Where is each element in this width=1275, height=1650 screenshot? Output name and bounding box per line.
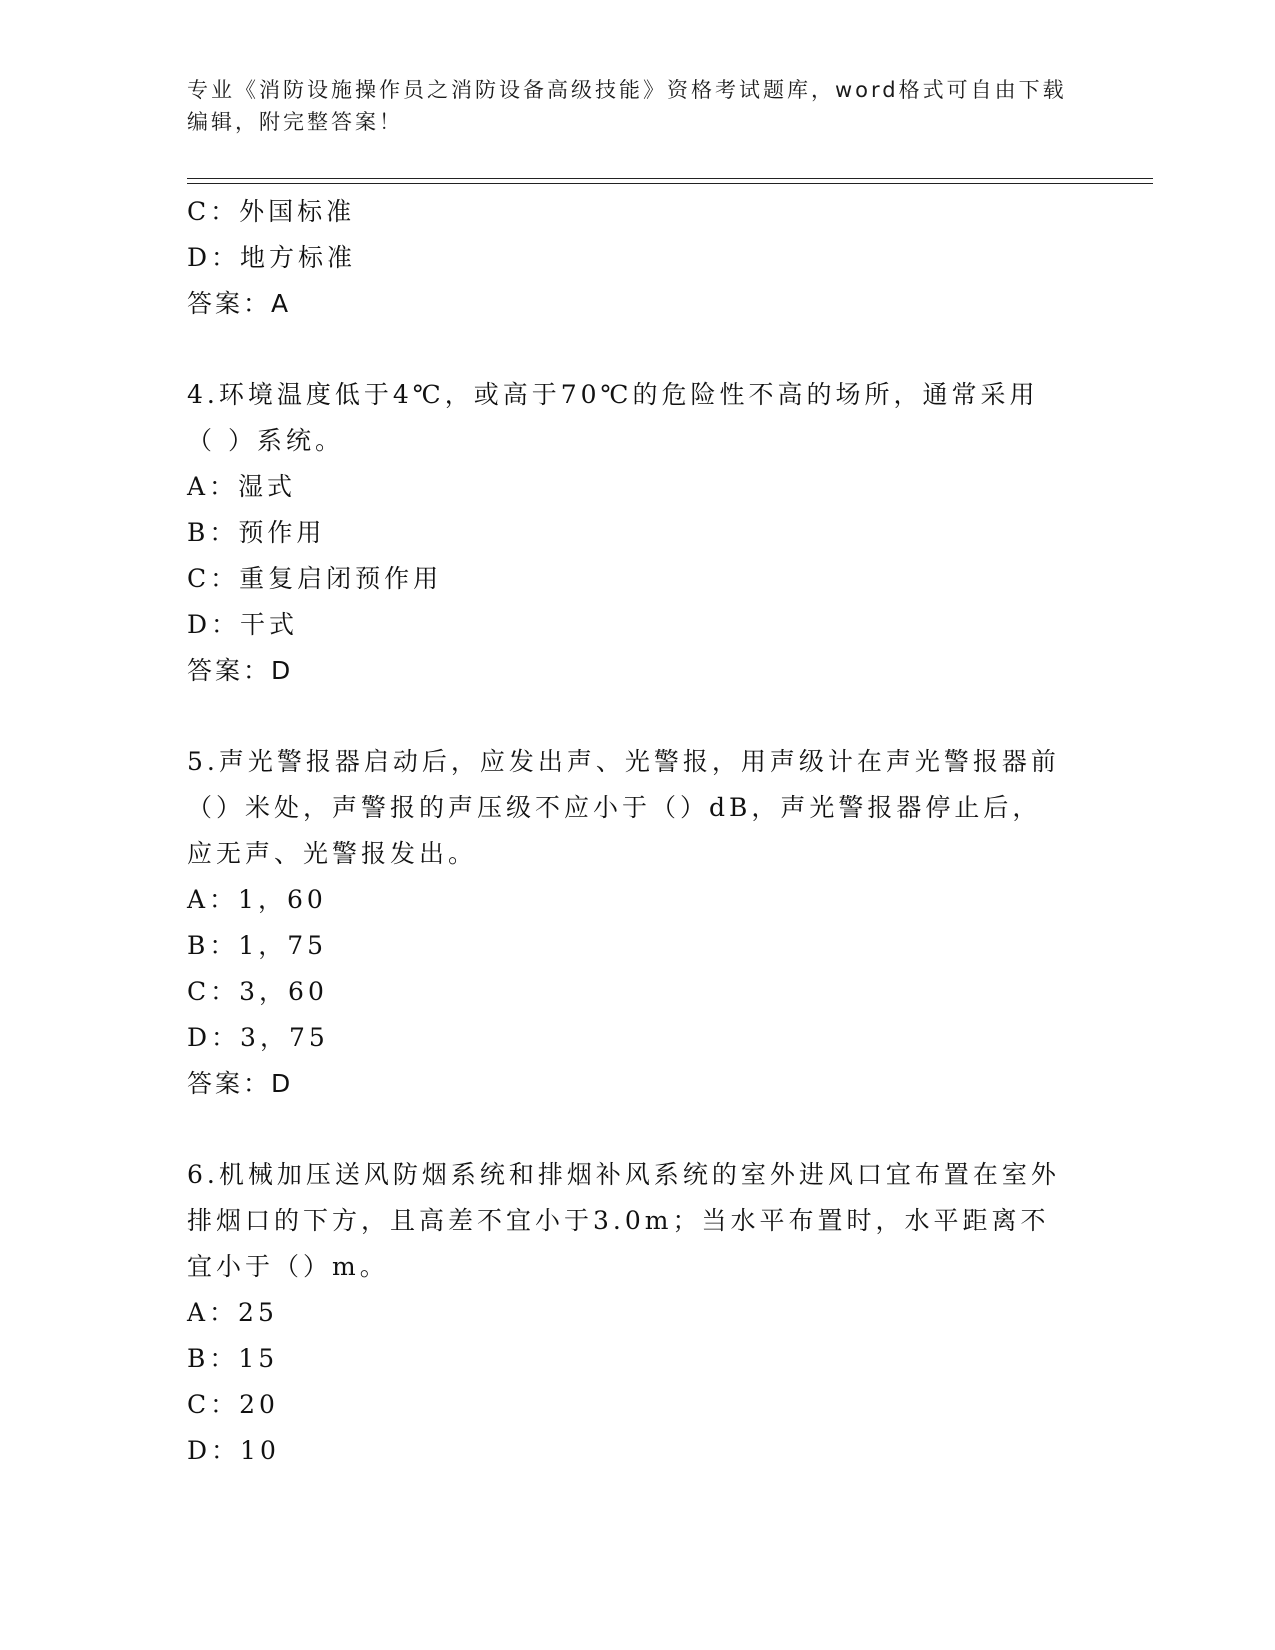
answer-line: 答案：A: [187, 289, 292, 318]
option-a: A：1，60: [187, 885, 327, 914]
question-block-prev: [187, 189, 1087, 327]
question-block-6: [187, 1152, 1087, 1474]
document-header: 专业《消防设施操作员之消防设备高级技能》资格考试题库，word格式可自由下载编辑，附完整答案！: [187, 78, 1067, 134]
option-b: B：15: [187, 1344, 279, 1373]
document-body: [187, 189, 1087, 1474]
option-d: D：干式: [187, 610, 299, 639]
option-b: B：预作用: [187, 518, 326, 547]
question-block-5: [187, 739, 1087, 1107]
question-text: 4.环境温度低于4℃，或高于70℃的危险性不高的场所，通常采用（ ）系统。: [187, 380, 1039, 455]
option-c: C：外国标准: [187, 197, 356, 226]
question-text: 5.声光警报器启动后，应发出声、光警报，用声级计在声光警报器前（）米处，声警报的声压级不应小于（）dB，声光警报器停止后，应无声、光警报发出。: [187, 747, 1060, 868]
option-a: A：25: [187, 1298, 278, 1327]
question-text: 6.机械加压送风防烟系统和排烟补风系统的室外进风口宜布置在室外排烟口的下方，且高差不宜小于3.0m；当水平布置时，水平距离不宜小于（）m。: [187, 1160, 1060, 1281]
answer-line: 答案：D: [187, 1069, 294, 1098]
option-d: D：地方标准: [187, 243, 357, 272]
option-a: A：湿式: [187, 472, 297, 501]
option-c: C：20: [187, 1390, 279, 1419]
option-c: C：重复启闭预作用: [187, 564, 443, 593]
option-c: C：3，60: [187, 977, 328, 1006]
question-block-4: [187, 372, 1087, 694]
option-d: D：3，75: [187, 1023, 329, 1052]
option-b: B：1，75: [187, 931, 328, 960]
answer-line: 答案：D: [187, 656, 294, 685]
option-d: D：10: [187, 1436, 280, 1465]
header-rule-top: [187, 178, 1153, 179]
header-rule-bottom: [187, 183, 1153, 184]
